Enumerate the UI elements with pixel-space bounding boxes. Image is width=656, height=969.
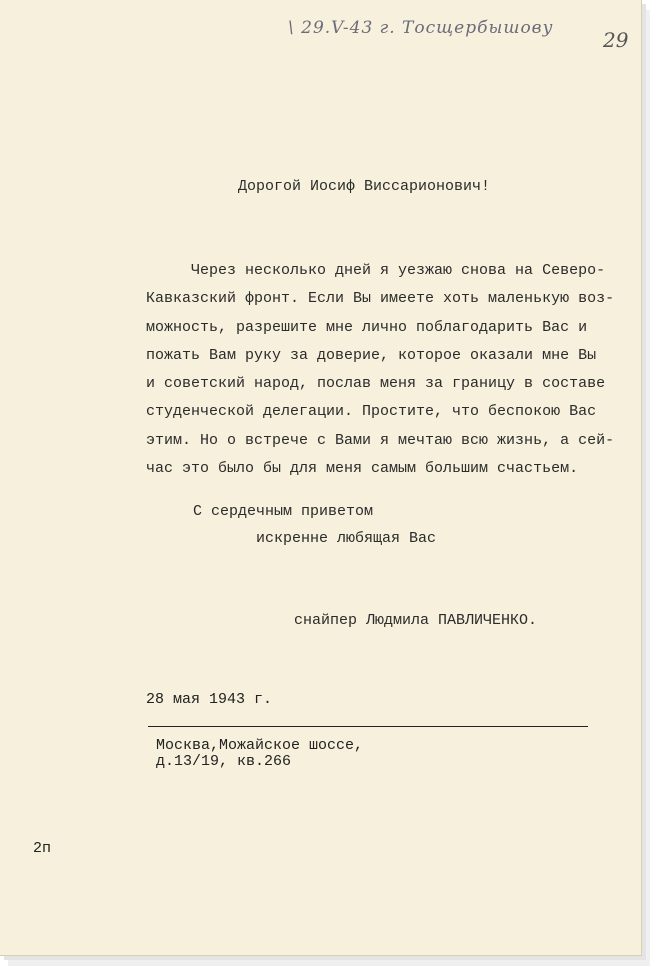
letter-body [146, 257, 626, 483]
body-line: Через несколько дней я уезжаю снова на Северо- [146, 262, 606, 279]
body-line: час это было бы для меня самым большим счастьем. [146, 460, 579, 478]
letter-date: 28 мая 1943 г. [146, 691, 273, 708]
divider-line [148, 726, 588, 727]
signature-line: снайпер Людмила ПАВЛИЧЕНКО. [294, 612, 538, 629]
body-line: пожать Вам руку за доверие, которое оказали мне Вы [146, 346, 597, 364]
letter-greeting: Дорогой Иосиф Виссарионович! [238, 178, 491, 195]
address-line: д.13/19, кв.266 [156, 753, 292, 770]
sender-address [156, 738, 363, 770]
closing-line: С сердечным приветом [193, 503, 374, 520]
archive-annotation: \ 29.V-43 г. Тосщербышову [288, 18, 554, 38]
copy-mark: 2п [33, 840, 52, 857]
body-line: этим. Но о встрече с Вами я мечтаю всю жизнь, а сей- [146, 431, 615, 449]
body-line: Кавказский фронт. Если Вы имеете хоть маленькую воз- [146, 290, 615, 308]
page-number: 29 [603, 28, 629, 52]
body-line: и советский народ, послав меня за границу в составе [146, 375, 606, 393]
body-line: студенческой делегации. Простите, что беспокою Вас [146, 403, 597, 421]
body-line: можность, разрешите мне лично поблагодарить Вас и [146, 318, 588, 336]
address-line: Москва,Можайское шоссе, [156, 737, 364, 754]
closing-line: искренне любящая Вас [256, 530, 437, 547]
